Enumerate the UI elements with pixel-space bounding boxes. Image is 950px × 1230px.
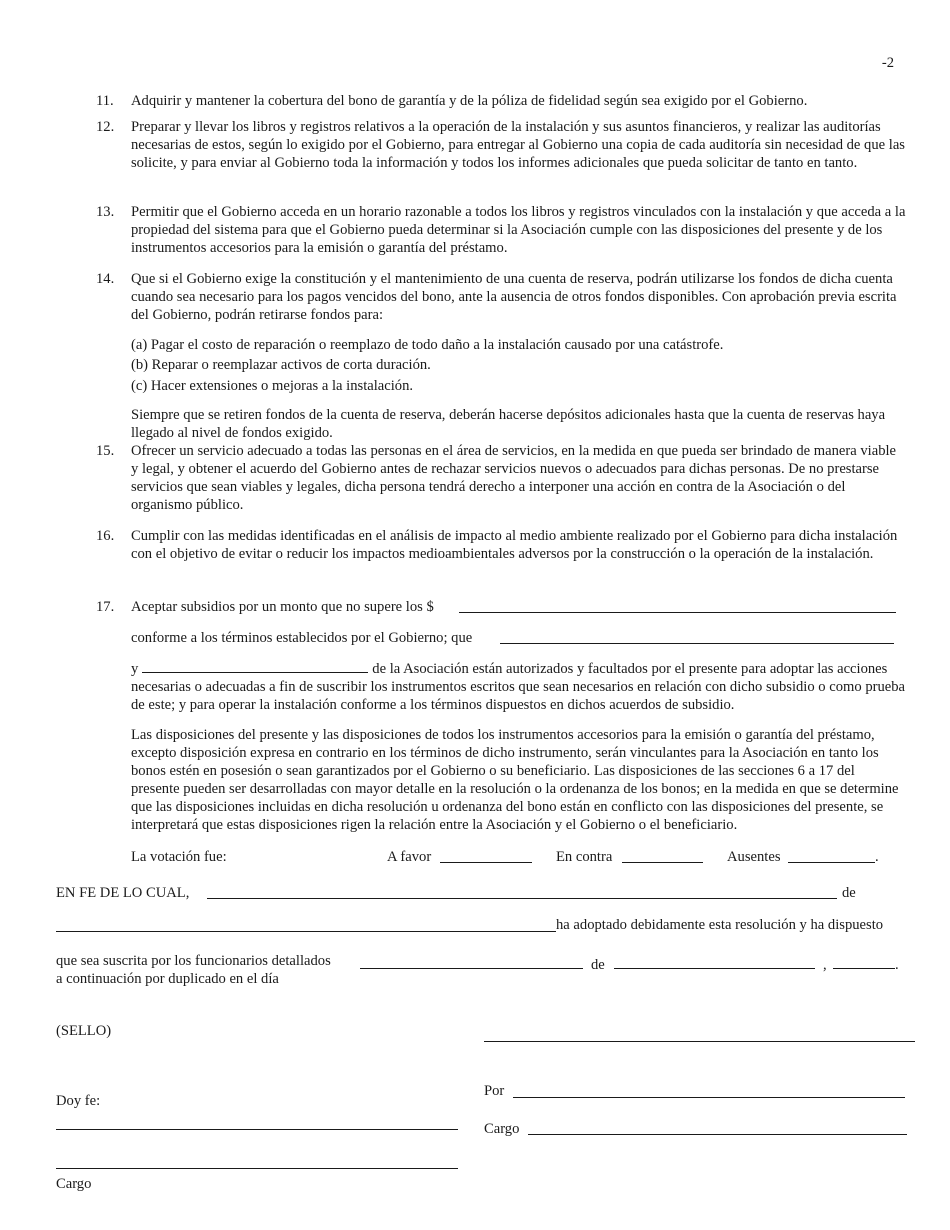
clause-number: 11. bbox=[96, 93, 114, 109]
vote-ausentes-label: Ausentes bbox=[727, 849, 781, 865]
vote-label: La votación fue: bbox=[131, 849, 227, 865]
signer-name-field[interactable] bbox=[513, 1097, 905, 1098]
clause-text: Ofrecer un servicio adecuado a todas las personas en el área de servicios, en la medida en que pueda ser brindado de manera viable y legal, y obtener el acuerdo del Gobierno antes de rechazar servicios nuevos o adecuados para dichas personas. De no prestarse servicios que sean viables y legales, dicha persona tendrá derecho a interponer una acción en contra de la Asociación o del organismo público. bbox=[131, 443, 897, 513]
comma: , bbox=[823, 957, 827, 973]
vote-contra-field[interactable] bbox=[622, 862, 703, 863]
cargo-label-left: Cargo bbox=[56, 1176, 92, 1192]
clause-sub-b: (b) Reparar o reemplazar activos de corta duración. bbox=[131, 357, 431, 373]
clause-sub-c: (c) Hacer extensiones o mejoras a la instalación. bbox=[131, 378, 414, 394]
clause-number: 12. bbox=[96, 119, 115, 135]
subsidy-line-3-text: de la Asociación están autorizados y facultados por el presente para adoptar las acciones necesarias o adecuadas a fin de suscribir los instrumentos escritos que sean necesarios en relación con dicho subsidio o como prueba de este; y para operar la instalación conforme a los términos dispuestos en dichos acuerdos de subsidio. bbox=[131, 661, 906, 713]
subsidy-line-1: Aceptar subsidios por un monto que no supere los $ bbox=[131, 599, 434, 615]
signature-line-association[interactable] bbox=[484, 1041, 915, 1042]
suscrita-line-2: a continuación por duplicado en el día bbox=[56, 971, 279, 987]
subsidy-authorization bbox=[131, 659, 906, 714]
final-period: . bbox=[895, 957, 899, 973]
de-label-2: de bbox=[591, 957, 605, 973]
officer-name-field-2[interactable] bbox=[142, 659, 368, 673]
cargo-label-right: Cargo bbox=[484, 1121, 520, 1137]
doy-fe-label: Doy fe: bbox=[56, 1093, 101, 1109]
clause-number: 16. bbox=[96, 528, 115, 544]
vote-favor-field[interactable] bbox=[440, 862, 532, 863]
suscrita-line-1: que sea suscrita por los funcionarios detallados bbox=[56, 953, 331, 969]
vote-ausentes-field[interactable] bbox=[788, 862, 875, 863]
month-field[interactable] bbox=[614, 968, 815, 969]
clause-number: 17. bbox=[96, 599, 115, 615]
clause-number: 14. bbox=[96, 271, 115, 287]
vote-favor-label: A favor bbox=[387, 849, 432, 865]
de-label-1: de bbox=[842, 885, 856, 901]
attest-title-line[interactable] bbox=[56, 1168, 458, 1169]
day-field[interactable] bbox=[360, 968, 583, 969]
clause-text: Cumplir con las medidas identificadas en el análisis de impacto al medio ambiente realizado por el Gobierno para dicha instalación con el objetivo de evitar o reducir los impactos medioambientales adversos por la construcción o la operación de la instalación. bbox=[131, 528, 898, 562]
association-name-field[interactable] bbox=[207, 898, 837, 899]
clause-closing: Siempre que se retiren fondos de la cuenta de reserva, deberán hacerse depósitos adicionales hasta que la cuenta de reservas haya llegado al nivel de fondos exigido. bbox=[131, 407, 886, 441]
vote-end-period: . bbox=[875, 849, 879, 865]
subsidy-amount-field[interactable] bbox=[459, 612, 896, 613]
clause-text: Que si el Gobierno exige la constitución y el mantenimiento de una cuenta de reserva, podrán utilizarse los fondos de dicha cuenta cuando sea necesario para los pagos vencidos del bono, ante la ausencia de otros fondos disponibles. Con aprobación previa escrita del Gobierno, podrán retirarse fondos para: bbox=[131, 271, 897, 323]
clause-number: 15. bbox=[96, 443, 115, 459]
vote-contra-label: En contra bbox=[556, 849, 613, 865]
page-number: -2 bbox=[881, 55, 894, 71]
clause-text: Permitir que el Gobierno acceda en un horario razonable a todos los libros y registros vinculados con la instalación y que acceda a la propiedad del sistema para que el Gobierno pueda determinar si la Asociación cumple con las disposiciones del presente y de los instrumentos accesorios para la emisión o garantía del préstamo. bbox=[131, 204, 906, 256]
clause-text: Adquirir y mantener la cobertura del bono de garantía y de la póliza de fidelidad según sea exigido por el Gobierno. bbox=[131, 93, 808, 109]
attest-signature-line[interactable] bbox=[56, 1129, 458, 1130]
clause-number: 13. bbox=[96, 204, 115, 220]
subsidy-line-2: conforme a los términos establecidos por el Gobierno; que bbox=[131, 630, 473, 646]
association-location-field[interactable] bbox=[56, 931, 556, 932]
clause-text: Preparar y llevar los libros y registros relativos a la operación de la instalación y sus asuntos financieros, y realizar las auditorías necesarias de estos, según lo exigido por el Gobierno, para entregar al Gobierno una copia de cada auditoría sin necesidad de que las solicite, y para enviar al Gobierno toda la información y todos los informes adicionales que pueda solicitar de tanto en tanto. bbox=[131, 119, 905, 171]
seal-label: (SELLO) bbox=[56, 1023, 112, 1039]
en-fe-label: EN FE DE LO CUAL, bbox=[56, 885, 190, 901]
officer-name-field-1[interactable] bbox=[500, 643, 894, 644]
adopted-text: ha adoptado debidamente esta resolución y ha dispuesto bbox=[556, 917, 884, 933]
year-field[interactable] bbox=[833, 968, 895, 969]
clause-sub-a: (a) Pagar el costo de reparación o reemplazo de todo daño a la instalación causado por una catástrofe. bbox=[131, 337, 724, 353]
por-label: Por bbox=[484, 1083, 505, 1099]
subsidy-line-3-prefix: y bbox=[131, 661, 139, 677]
provisions-paragraph: Las disposiciones del presente y las disposiciones de todos los instrumentos accesorios para la emisión o garantía del préstamo, excepto disposición expresa en contrario en los términos de dicho instrumento, serán vinculantes para la Asociación en tanto los bonos estén en posesión o sean garantizados por el Gobierno o su beneficiario. Las disposiciones de las secciones 6 a 17 del presente pueden ser desarrolladas con mayor detalle en la resolución o la ordenanza de los bonos; en la medida en que se determine que las disposiciones incluidas en dicha resolución u ordenanza del bono están en conflicto con las disposiciones del presente, se interpretará que estas disposiciones rigen la relación entre la Asociación y el Gobierno o el beneficiario. bbox=[131, 727, 899, 833]
signer-title-field[interactable] bbox=[528, 1134, 907, 1135]
